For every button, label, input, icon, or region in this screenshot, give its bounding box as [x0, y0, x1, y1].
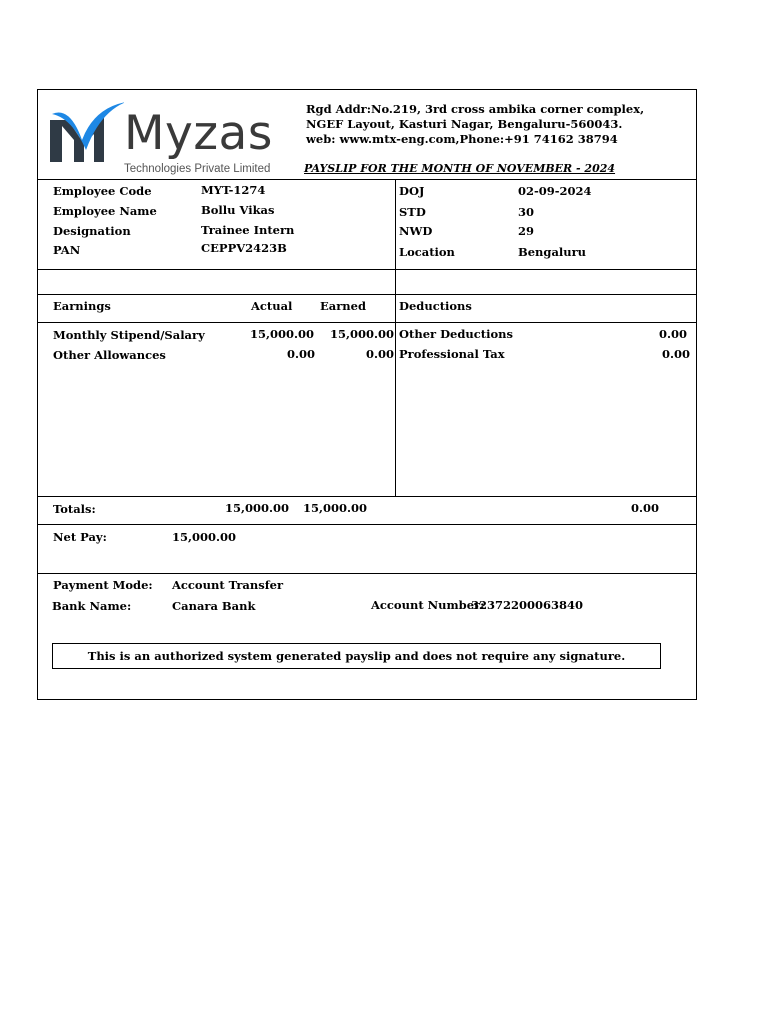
divider	[38, 524, 696, 525]
company-contact-line: web: www.mtx-eng.com,Phone:+91 74162 38794	[306, 132, 618, 146]
earning-row-earned: 0.00	[365, 347, 394, 361]
divider	[38, 573, 696, 574]
pan-value: CEPPV2423B	[201, 241, 287, 255]
nwd-value: 29	[518, 224, 535, 238]
std-value: 30	[518, 205, 535, 219]
account-number-value: 32372200063840	[471, 598, 584, 612]
earnings-header: Earnings	[53, 299, 111, 313]
deduction-row-label: Other Deductions	[399, 327, 513, 341]
payslip-container	[37, 89, 697, 700]
company-logo-subtitle: Technologies Private Limited	[124, 163, 271, 175]
employee-code-label: Employee Code	[53, 184, 152, 198]
account-number-label: Account Number:	[371, 598, 485, 612]
net-pay-value: 15,000.00	[172, 530, 237, 544]
authorization-note-text: This is an authorized system generated payslip and does not require any signature.	[87, 649, 626, 663]
employee-code-value: MYT-1274	[201, 183, 266, 197]
deductions-header: Deductions	[399, 299, 472, 313]
totals-label: Totals:	[53, 502, 96, 516]
designation-value: Trainee Intern	[201, 223, 295, 237]
payslip-period-title: PAYSLIP FOR THE MONTH OF NOVEMBER - 2024	[304, 162, 616, 175]
earned-header: Earned	[320, 299, 366, 313]
payment-mode-label: Payment Mode:	[53, 578, 153, 592]
earning-row-label: Monthly Stipend/Salary	[53, 328, 205, 342]
divider	[38, 496, 696, 497]
deduction-row-label: Professional Tax	[399, 347, 505, 361]
totals-actual: 15,000.00	[224, 501, 289, 515]
totals-deductions: 0.00	[630, 501, 659, 515]
deduction-row-amount: 0.00	[658, 327, 687, 341]
column-divider	[395, 180, 396, 496]
doj-value: 02-09-2024	[518, 184, 592, 198]
designation-label: Designation	[53, 224, 131, 238]
divider	[38, 269, 696, 270]
std-label: STD	[399, 205, 426, 219]
payment-mode-value: Account Transfer	[172, 578, 284, 592]
bank-name-label: Bank Name:	[52, 599, 132, 613]
myzas-logo-icon	[48, 100, 124, 166]
doj-label: DOJ	[399, 184, 425, 198]
company-logo-wordmark: Myzas	[124, 106, 273, 161]
earning-row-actual: 0.00	[286, 347, 315, 361]
divider	[38, 294, 696, 295]
pan-label: PAN	[53, 243, 81, 257]
location-label: Location	[399, 245, 455, 259]
employee-name-label: Employee Name	[53, 204, 157, 218]
deduction-row-amount: 0.00	[661, 347, 690, 361]
nwd-label: NWD	[399, 224, 433, 238]
company-address-line1: Rgd Addr:No.219, 3rd cross ambika corner complex,	[306, 102, 645, 116]
earning-row-actual: 15,000.00	[249, 327, 314, 341]
location-value: Bengaluru	[518, 245, 587, 259]
totals-earned: 15,000.00	[302, 501, 367, 515]
net-pay-label: Net Pay:	[53, 530, 107, 544]
authorization-note	[52, 643, 661, 669]
company-address-line2: NGEF Layout, Kasturi Nagar, Bengaluru-560043.	[306, 117, 623, 131]
divider	[38, 322, 696, 323]
divider	[38, 179, 696, 180]
earning-row-earned: 15,000.00	[329, 327, 394, 341]
actual-header: Actual	[251, 299, 293, 313]
earning-row-label: Other Allowances	[53, 348, 166, 362]
bank-name-value: Canara Bank	[172, 599, 256, 613]
employee-name-value: Bollu Vikas	[201, 203, 275, 217]
company-logo	[48, 100, 273, 180]
